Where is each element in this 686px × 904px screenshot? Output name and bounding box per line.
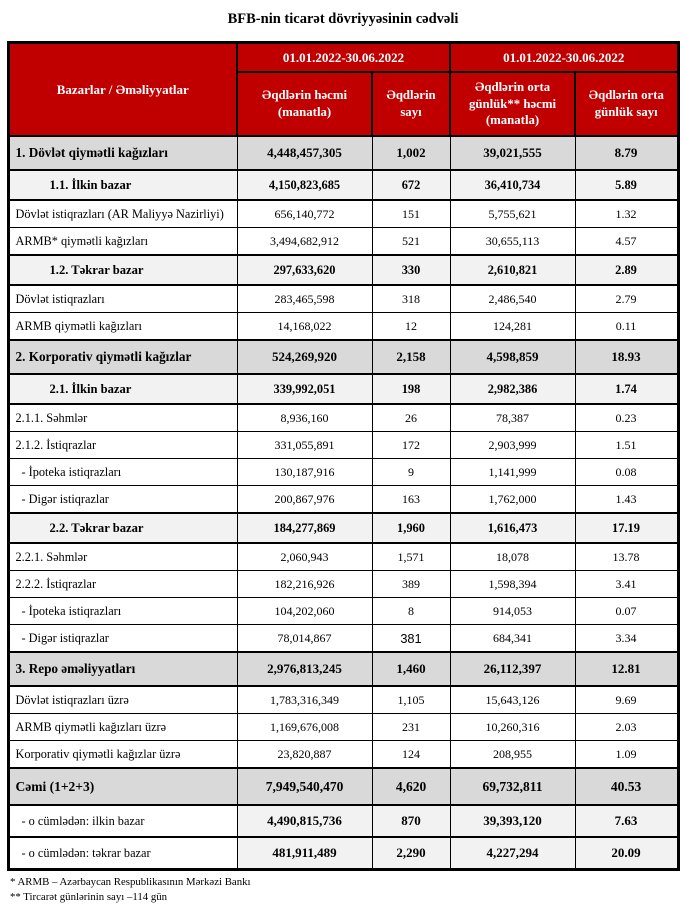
value-cell: 656,140,772 <box>237 200 372 228</box>
value-cell: 5.89 <box>575 170 678 200</box>
table-row <box>8 714 678 741</box>
row-label-cell: 2. Korporativ qiymətli kağızlar <box>8 340 237 374</box>
table-row <box>8 768 678 805</box>
value-cell: 481,911,489 <box>237 837 372 870</box>
row-label-cell: - Digər istiqrazlar <box>8 625 237 653</box>
value-cell: 30,655,113 <box>450 228 575 256</box>
row-label-cell: 2.2.1. Səhmlər <box>8 543 237 571</box>
row-label-cell: - o cümlədən: təkrar bazar <box>8 837 237 870</box>
value-cell: 172 <box>372 432 450 459</box>
row-label-cell: 1. Dövlət qiymətli kağızları <box>8 136 237 170</box>
row-label-cell: 2.2. Təkrar bazar <box>8 513 237 543</box>
row-label-cell: 1.1. İlkin bazar <box>8 170 237 200</box>
value-cell: 0.08 <box>575 459 678 486</box>
value-cell: 297,633,620 <box>237 255 372 285</box>
footnote-trading-days: ** Tircarət günlərinin sayı –114 gün <box>10 890 168 903</box>
table-row <box>8 652 678 686</box>
table-row <box>8 805 678 837</box>
value-cell: 182,216,926 <box>237 571 372 598</box>
value-cell: 4,227,294 <box>450 837 575 870</box>
value-cell: 20.09 <box>575 837 678 870</box>
table-row <box>8 285 678 313</box>
value-cell: 1,598,394 <box>450 571 575 598</box>
value-cell: 2,060,943 <box>237 543 372 571</box>
value-cell: 12.81 <box>575 652 678 686</box>
value-cell: 14,168,022 <box>237 313 372 341</box>
value-cell: 870 <box>372 805 450 837</box>
value-cell: 4,490,815,736 <box>237 805 372 837</box>
value-cell: 1,460 <box>372 652 450 686</box>
row-label-cell: ARMB* qiymətli kağızları <box>8 228 237 256</box>
value-cell: 331,055,891 <box>237 432 372 459</box>
table-row <box>8 741 678 769</box>
value-cell: 36,410,734 <box>450 170 575 200</box>
value-cell: 339,992,051 <box>237 374 372 404</box>
value-cell: 40.53 <box>575 768 678 805</box>
value-cell: 389 <box>372 571 450 598</box>
row-label-cell: - o cümlədən: ilkin bazar <box>8 805 237 837</box>
value-cell: 1,002 <box>372 136 450 170</box>
table-body <box>8 136 678 870</box>
table-row <box>8 432 678 459</box>
value-cell: 69,732,811 <box>450 768 575 805</box>
value-cell: 914,053 <box>450 598 575 625</box>
value-cell: 684,341 <box>450 625 575 653</box>
value-cell: 2.03 <box>575 714 678 741</box>
value-cell: 7.63 <box>575 805 678 837</box>
value-cell: 2.89 <box>575 255 678 285</box>
value-cell: 1,105 <box>372 686 450 714</box>
value-cell: 23,820,887 <box>237 741 372 769</box>
row-label-cell: 2.1.2. İstiqrazlar <box>8 432 237 459</box>
value-cell: 381 <box>372 625 450 653</box>
value-cell: 2,158 <box>372 340 450 374</box>
page-title: BFB-nin ticarət dövriyyəsinin cədvəli <box>227 11 459 27</box>
table-row <box>8 340 678 374</box>
column-header-cell: Əqdlərin orta günlük sayı <box>575 72 678 136</box>
value-cell: 104,202,060 <box>237 598 372 625</box>
table-row <box>8 228 678 256</box>
row-label-cell: 2.1. İlkin bazar <box>8 374 237 404</box>
value-cell: 8 <box>372 598 450 625</box>
value-cell: 2,290 <box>372 837 450 870</box>
turnover-table <box>7 41 680 871</box>
value-cell: 0.07 <box>575 598 678 625</box>
value-cell: 18,078 <box>450 543 575 571</box>
table-row <box>8 625 678 653</box>
value-cell: 3,494,682,912 <box>237 228 372 256</box>
value-cell: 3.41 <box>575 571 678 598</box>
table-row <box>8 374 678 404</box>
value-cell: 1,616,473 <box>450 513 575 543</box>
value-cell: 26,112,397 <box>450 652 575 686</box>
row-label-cell: - İpoteka istiqrazları <box>8 459 237 486</box>
value-cell: 8,936,160 <box>237 404 372 432</box>
row-label-cell: ARMB qiymətli kağızları <box>8 313 237 341</box>
row-label-cell: - Digər istiqrazlar <box>8 486 237 514</box>
table-row <box>8 170 678 200</box>
value-cell: 17.19 <box>575 513 678 543</box>
table-row <box>8 837 678 870</box>
row-label-cell: 2.2.2. İstiqrazlar <box>8 571 237 598</box>
value-cell: 8.79 <box>575 136 678 170</box>
period-header-row <box>8 43 678 73</box>
value-cell: 521 <box>372 228 450 256</box>
row-label-cell: 2.1.1. Səhmlər <box>8 404 237 432</box>
value-cell: 15,643,126 <box>450 686 575 714</box>
value-cell: 130,187,916 <box>237 459 372 486</box>
value-cell: 124,281 <box>450 313 575 341</box>
corner-header-cell: Bazarlar / Əməliyyatlar <box>8 43 237 137</box>
value-cell: 184,277,869 <box>237 513 372 543</box>
row-label-cell: ARMB qiymətli kağızları üzrə <box>8 714 237 741</box>
value-cell: 5,755,621 <box>450 200 575 228</box>
table-row <box>8 404 678 432</box>
value-cell: 1.51 <box>575 432 678 459</box>
row-label-cell: - İpoteka istiqrazları <box>8 598 237 625</box>
table-row <box>8 200 678 228</box>
value-cell: 1.74 <box>575 374 678 404</box>
value-cell: 1.09 <box>575 741 678 769</box>
value-cell: 1,141,999 <box>450 459 575 486</box>
row-label-cell: Dövlət istiqrazları (AR Maliyyə Nazirliyi) <box>8 200 237 228</box>
row-label-cell: Dövlət istiqrazları <box>8 285 237 313</box>
value-cell: 1,762,000 <box>450 486 575 514</box>
value-cell: 4,448,457,305 <box>237 136 372 170</box>
value-cell: 9 <box>372 459 450 486</box>
value-cell: 318 <box>372 285 450 313</box>
value-cell: 2,976,813,245 <box>237 652 372 686</box>
value-cell: 283,465,598 <box>237 285 372 313</box>
row-label-cell: Dövlət istiqrazları üzrə <box>8 686 237 714</box>
footnote-armb: * ARMB – Azərbaycan Respublikasının Mərkəzi Bankı <box>10 876 251 888</box>
value-cell: 2,982,386 <box>450 374 575 404</box>
row-label-cell: 1.2. Təkrar bazar <box>8 255 237 285</box>
period-header-cell: 01.01.2022-30.06.2022 <box>450 43 678 73</box>
value-cell: 231 <box>372 714 450 741</box>
value-cell: 39,393,120 <box>450 805 575 837</box>
value-cell: 0.11 <box>575 313 678 341</box>
value-cell: 151 <box>372 200 450 228</box>
table-row <box>8 136 678 170</box>
value-cell: 2.79 <box>575 285 678 313</box>
value-cell: 4.57 <box>575 228 678 256</box>
column-header-cell: Əqdlərin həcmi (manatla) <box>237 72 372 136</box>
table-row <box>8 313 678 341</box>
value-cell: 3.34 <box>575 625 678 653</box>
table-row <box>8 459 678 486</box>
value-cell: 2,486,540 <box>450 285 575 313</box>
value-cell: 13.78 <box>575 543 678 571</box>
period-header-cell: 01.01.2022-30.06.2022 <box>237 43 450 73</box>
value-cell: 198 <box>372 374 450 404</box>
value-cell: 672 <box>372 170 450 200</box>
value-cell: 39,021,555 <box>450 136 575 170</box>
value-cell: 18.93 <box>575 340 678 374</box>
value-cell: 200,867,976 <box>237 486 372 514</box>
value-cell: 1.32 <box>575 200 678 228</box>
value-cell: 330 <box>372 255 450 285</box>
column-header-cell: Əqdlərin orta günlük** həcmi (manatla) <box>450 72 575 136</box>
row-label-cell: 3. Repo əməliyyatları <box>8 652 237 686</box>
value-cell: 124 <box>372 741 450 769</box>
value-cell: 7,949,540,470 <box>237 768 372 805</box>
value-cell: 1,960 <box>372 513 450 543</box>
footnotes <box>10 875 686 904</box>
row-label-cell: Cəmi (1+2+3) <box>8 768 237 805</box>
table-header <box>8 43 678 137</box>
table-row <box>8 571 678 598</box>
table-row <box>8 686 678 714</box>
row-label-cell: Korporativ qiymətli kağızlar üzrə <box>8 741 237 769</box>
value-cell: 1,571 <box>372 543 450 571</box>
value-cell: 1,169,676,008 <box>237 714 372 741</box>
value-cell: 78,014,867 <box>237 625 372 653</box>
table-row <box>8 255 678 285</box>
value-cell: 0.23 <box>575 404 678 432</box>
value-cell: 12 <box>372 313 450 341</box>
table-row <box>8 486 678 514</box>
value-cell: 10,260,316 <box>450 714 575 741</box>
value-cell: 78,387 <box>450 404 575 432</box>
value-cell: 4,598,859 <box>450 340 575 374</box>
value-cell: 208,955 <box>450 741 575 769</box>
value-cell: 1.43 <box>575 486 678 514</box>
value-cell: 1,783,316,349 <box>237 686 372 714</box>
value-cell: 26 <box>372 404 450 432</box>
value-cell: 4,620 <box>372 768 450 805</box>
column-header-cell: Əqdlərin sayı <box>372 72 450 136</box>
value-cell: 2,610,821 <box>450 255 575 285</box>
value-cell: 9.69 <box>575 686 678 714</box>
value-cell: 163 <box>372 486 450 514</box>
value-cell: 2,903,999 <box>450 432 575 459</box>
table-row <box>8 513 678 543</box>
table-row <box>8 543 678 571</box>
value-cell: 524,269,920 <box>237 340 372 374</box>
value-cell: 4,150,823,685 <box>237 170 372 200</box>
table-row <box>8 598 678 625</box>
